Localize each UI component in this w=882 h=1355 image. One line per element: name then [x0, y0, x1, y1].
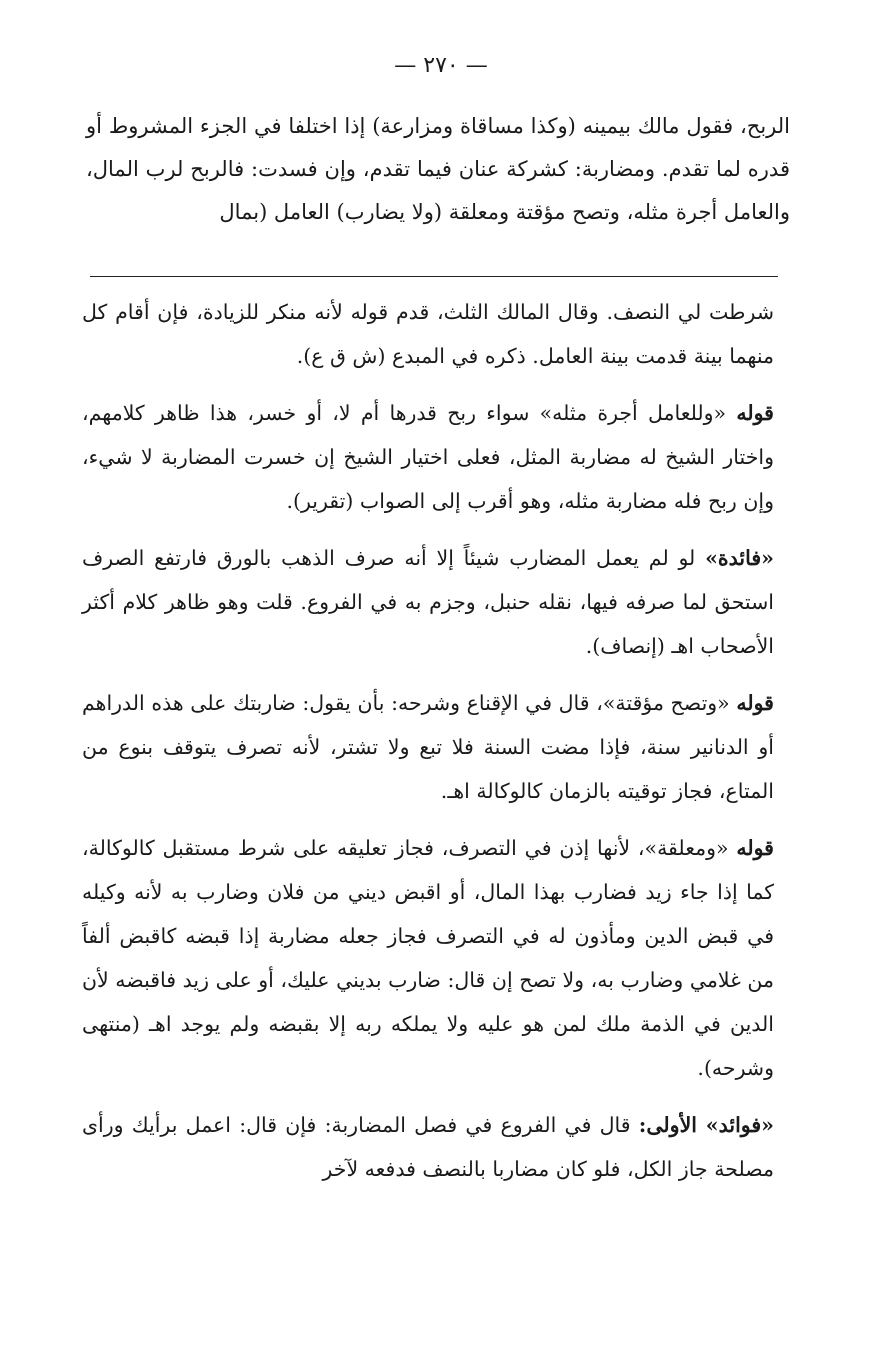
footnote-lead: قوله — [736, 401, 774, 425]
footnote-lead: «فوائد» الأولى: — [638, 1113, 774, 1137]
footnote-divider — [90, 276, 778, 277]
footnote-paragraph — [82, 290, 774, 378]
footnote-paragraph — [82, 1103, 774, 1191]
footnote-text: شرطت لي النصف. وقال المالك الثلث، قدم قوله لأنه منكر للزيادة، فإن أقام كل منهما بينة قدمت بينة العامل. ذكره في المبدع (ش ق ع). — [82, 300, 774, 368]
footnote-text: قال في الفروع في فصل المضاربة: فإن قال: اعمل برأيك ورأى مصلحة جاز الكل، فلو كان مضاربا بالنصف فدفعه لآخر — [82, 1113, 774, 1181]
footnote-paragraph — [82, 391, 774, 523]
footnote-text: «وتصح مؤقتة»، قال في الإقناع وشرحه: بأن يقول: ضاربتك على هذه الدراهم أو الدنانير سنة، فإذا مضت السنة فلا تبع ولا تشتر، لأنه تصرف يتوقف بنوع من المتاع، فجاز توقيته بالزمان كالوكالة اهـ. — [82, 691, 774, 803]
footnote-lead: «فائدة» — [705, 546, 774, 570]
main-text: الربح، فقول مالك بيمينه (وكذا مساقاة ومزارعة) إذا اختلفا في الجزء المشروط أو قدره لما تقدم. ومضاربة: كشركة عنان فيما تقدم، وإن فسدت: فالربح لرب المال، والعامل أجرة مثله، وتصح مؤقتة ومعلقة (ولا يضارب) العامل (بمال — [86, 114, 790, 224]
footnote-lead: قوله — [736, 836, 774, 860]
footnotes — [82, 290, 774, 1204]
footnote-text: «ومعلقة»، لأنها إذن في التصرف، فجاز تعليقه على شرط مستقبل كالوكالة، كما إذا جاء زيد فضارب بهذا المال، أو اقبض ديني من فلان وضارب به لأنه وكيله في قبض الدين ومأذون له في التصرف فجاز جعله مضاربة إذا قبضه كاقبض ألفاً من غلامي وضارب به، ولا تصح إن قال: ضارب بديني عليك، أو على زيد فاقبضه لأن الدين في الذمة ملك لمن هو عليه ولا يملكه ربه إلا بقبضه ولم يوجد اهـ (منتهى وشرحه). — [82, 836, 774, 1080]
footnote-lead: قوله — [736, 691, 774, 715]
footnote-text: لو لم يعمل المضارب شيئاً إلا أنه صرف الذهب بالورق فارتفع الصرف استحق لما صرفه فيها، نقله حنبل، وجزم به في الفروع. قلت وهو ظاهر كلام أكثر الأصحاب اهـ (إنصاف). — [82, 546, 774, 658]
page-number: — ٢٧٠ — — [394, 53, 488, 78]
footnote-paragraph — [82, 826, 774, 1090]
footnote-paragraph — [82, 536, 774, 668]
footnote-paragraph — [82, 681, 774, 813]
footnote-text: «وللعامل أجرة مثله» سواء ربح قدرها أم لا، أو خسر، هذا ظاهر كلامهم، واختار الشيخ له مضاربة المثل، فعلى اختيار الشيخ إن خسرت المضاربة لا شيء، وإن ربح فله مضاربة مثله، وهو أقرب إلى الصواب (تقرير). — [82, 401, 774, 513]
